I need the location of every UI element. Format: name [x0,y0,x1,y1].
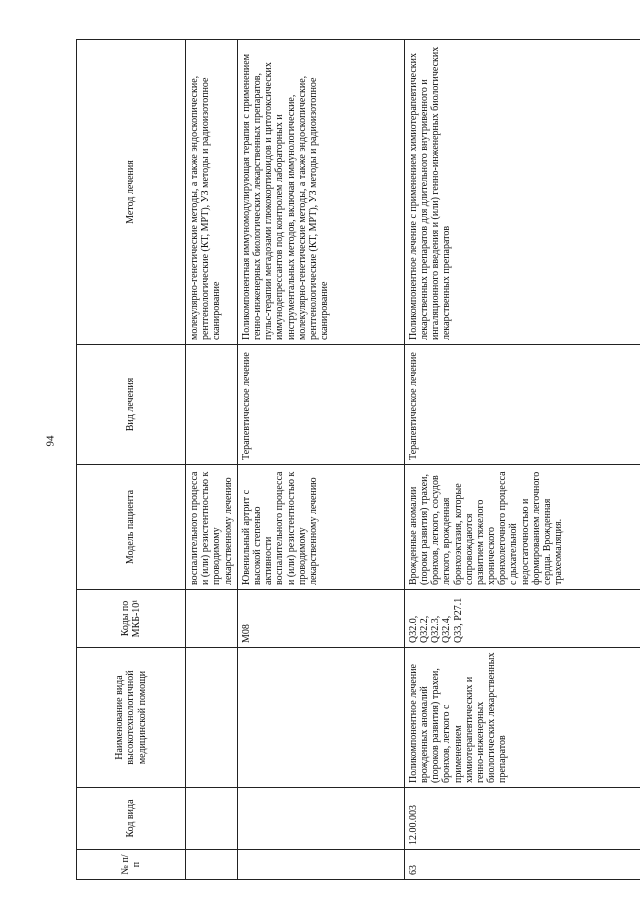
document-page [76,40,636,880]
header-kind-code: Код вида [77,788,186,850]
table-row [404,40,640,880]
cell-kind-code: 12.00.003 [404,788,640,850]
cell-num [186,850,238,880]
header-icd: Коды по МКБ-10¹ [77,590,186,648]
cell-kind-code [186,788,238,850]
cell-treatment-type [186,345,238,465]
header-patient-model: Модель пациента [77,465,186,590]
header-num: № п/п [77,850,186,880]
cell-treatment-type: Терапевтическое лечение [237,345,404,465]
cell-name: Поликомпонентное лечение врожденных аномалий (пороков развития) трахеи, бронхов, легкого с применением химиотерапевтических и генно-инженерных биологических лекарственных препаратов [404,648,640,788]
cell-kind-code [237,788,404,850]
table-row [237,40,404,880]
header-name: Наименование вида высокотехнологичной медицинской помощи [77,648,186,788]
cell-treatment-type: Терапевтическое лечение [404,345,640,465]
cell-method: Поликомпонентное лечение с применением химиотерапевтических лекарственных препаратов для длительного внутривенного и ингаляционного введения и (или) генно-инженерных биологических лекарственных препаратов [404,40,640,345]
cell-icd: Q32.0, Q32.2, Q32.3, Q32.4, Q33, P27.1 [404,590,640,648]
cell-num [237,850,404,880]
cell-name [186,648,238,788]
table-header-row [77,40,186,880]
medical-care-table [76,39,640,880]
page-number: 94 [44,435,56,447]
cell-patient-model: Ювенильный артрит с высокой степенью активности воспалительного процесса и (или) резистентностью к проводимому лекарственному лечению [237,465,404,590]
cell-name [237,648,404,788]
cell-patient-model: воспалительного процесса и (или) резистентностью к проводимому лекарственному лечению [186,465,238,590]
cell-patient-model: Врожденные аномалии (пороки развития) трахеи, бронхов, легкого, сосудов легкого, врожденная бронхоэктазия, которые сопровождаются развитием тяжелого хронического бронхолегочного процесса с дыхательной недостаточностью и формированием легочного сердца. Врожденная трахеомаляция. [404,465,640,590]
cell-icd [186,590,238,648]
cell-num: 63 [404,850,640,880]
table-row [186,40,238,880]
header-method: Метод лечения [77,40,186,345]
cell-icd: M08 [237,590,404,648]
cell-method: Поликомпонентная иммуномодулирующая терапия с применением генно-инженерных биологических лекарственных препаратов, пульс-терапии мегадозами глюкокортикоидов и цитотоксических иммунодепрессантов под контролем лабораторных и инструментальных методов, включая иммунологические, молекулярно-генетические методы, а также эндоскопические, рентгенологические (КТ, МРТ), УЗ методы и радиоизотопное сканирование [237,40,404,345]
header-treatment-type: Вид лечения [77,345,186,465]
cell-method: молекулярно-генетические методы, а также эндоскопические, рентгенологические (КТ, МРТ), УЗ методы и радиоизотопное сканирование [186,40,238,345]
